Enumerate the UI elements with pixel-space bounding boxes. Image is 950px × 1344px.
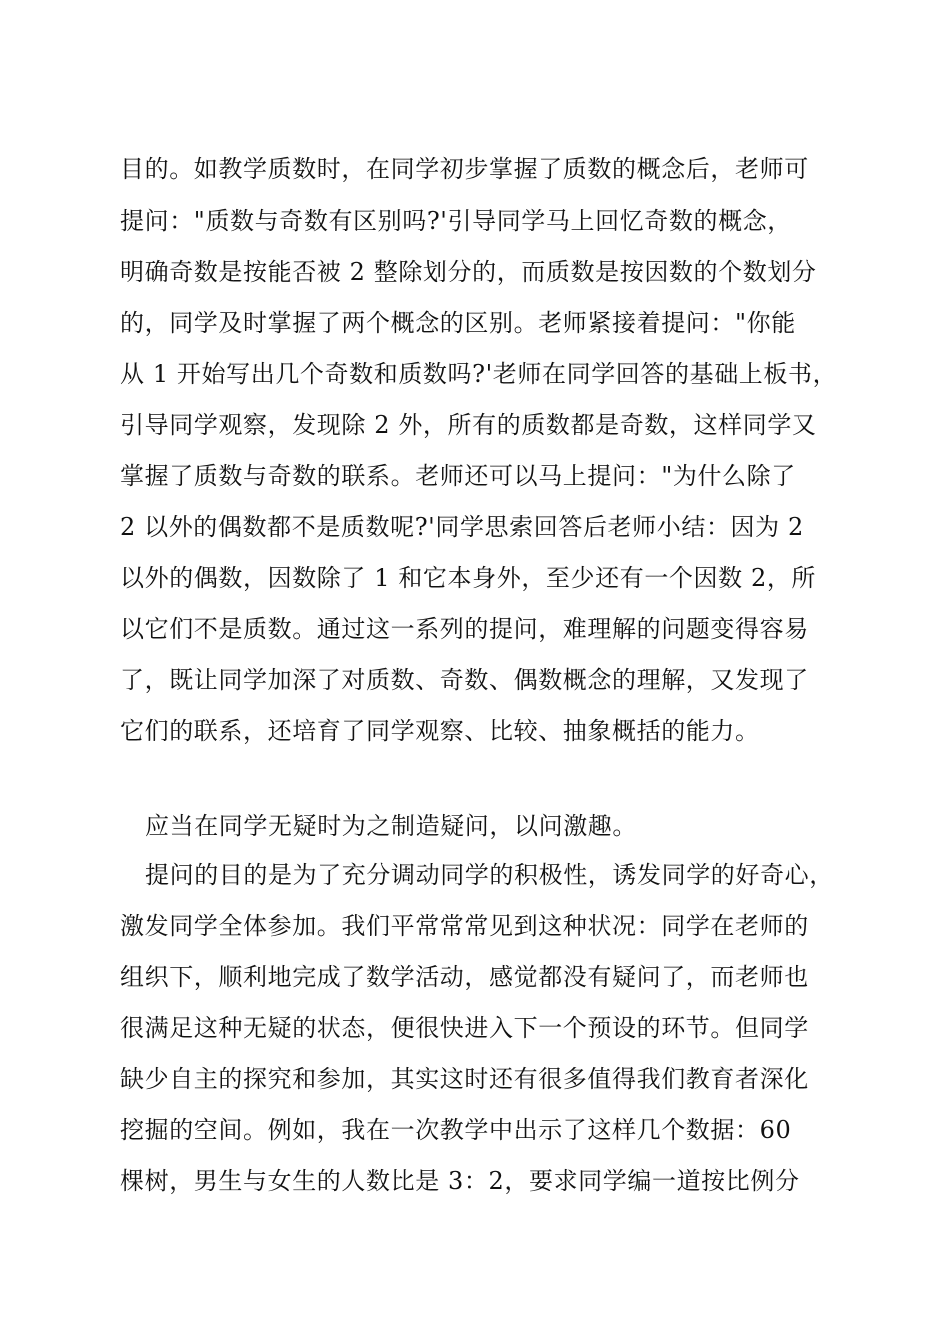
paragraph-1-line-4: 的，同学及时掌握了两个概念的区别。老师紧接着提问："你能 [120,309,796,337]
paragraph-2-line-3: 组织下，顺利地完成了数学活动，感觉都没有疑问了，而老师也 [120,963,809,991]
paragraph-2-line-1: 提问的目的是为了充分调动同学的积极性，诱发同学的好奇心， [145,861,834,889]
paragraph-1-line-7: 掌握了质数与奇数的联系。老师还可以马上提问："为什么除了 [120,462,796,490]
paragraph-2-line-5: 缺少自主的探究和参加，其实这时还有很多值得我们教育者深化 [120,1065,809,1093]
paragraph-1-line-9: 以外的偶数，因数除了 1 和它本身外，至少还有一个因数 2，所 [120,564,817,592]
paragraph-2-line-2: 激发同学全体参加。我们平常常常见到这种状况：同学在老师的 [120,912,809,940]
paragraph-1-line-1: 目的。如教学质数时，在同学初步掌握了质数的概念后，老师可 [120,155,809,183]
paragraph-1-line-6: 引导同学观察，发现除 2 外，所有的质数都是奇数，这样同学又 [120,411,817,439]
paragraph-1-line-5: 从 1 开始写出几个奇数和质数吗?'老师在同学回答的基础上板书， [120,360,838,388]
section-heading: 应当在同学无疑时为之制造疑问，以问激趣。 [145,812,637,840]
paragraph-2-line-4: 很满足这种无疑的状态，便很快进入下一个预设的环节。但同学 [120,1014,809,1042]
paragraph-1-line-12: 它们的联系，还培育了同学观察、比较、抽象概括的能力。 [120,717,760,745]
paragraph-2-line-6: 挖掘的空间。例如，我在一次教学中出示了这样几个数据：60 [120,1116,792,1144]
paragraph-1-line-3: 明确奇数是按能否被 2 整除划分的，而质数是按因数的个数划分 [120,258,817,286]
paragraph-1-line-2: 提问："质数与奇数有区别吗?'引导同学马上回忆奇数的概念， [120,207,792,235]
paragraph-1-line-11: 了，既让同学加深了对质数、奇数、偶数概念的理解，又发现了 [120,666,809,694]
paragraph-2-line-7: 棵树，男生与女生的人数比是 3：2，要求同学编一道按比例分 [120,1167,800,1195]
paragraph-1-line-8: 2 以外的偶数都不是质数呢?'同学思索回答后老师小结：因为 2 [120,513,804,541]
paragraph-1-line-10: 以它们不是质数。通过这一系列的提问，难理解的问题变得容易 [120,615,809,643]
